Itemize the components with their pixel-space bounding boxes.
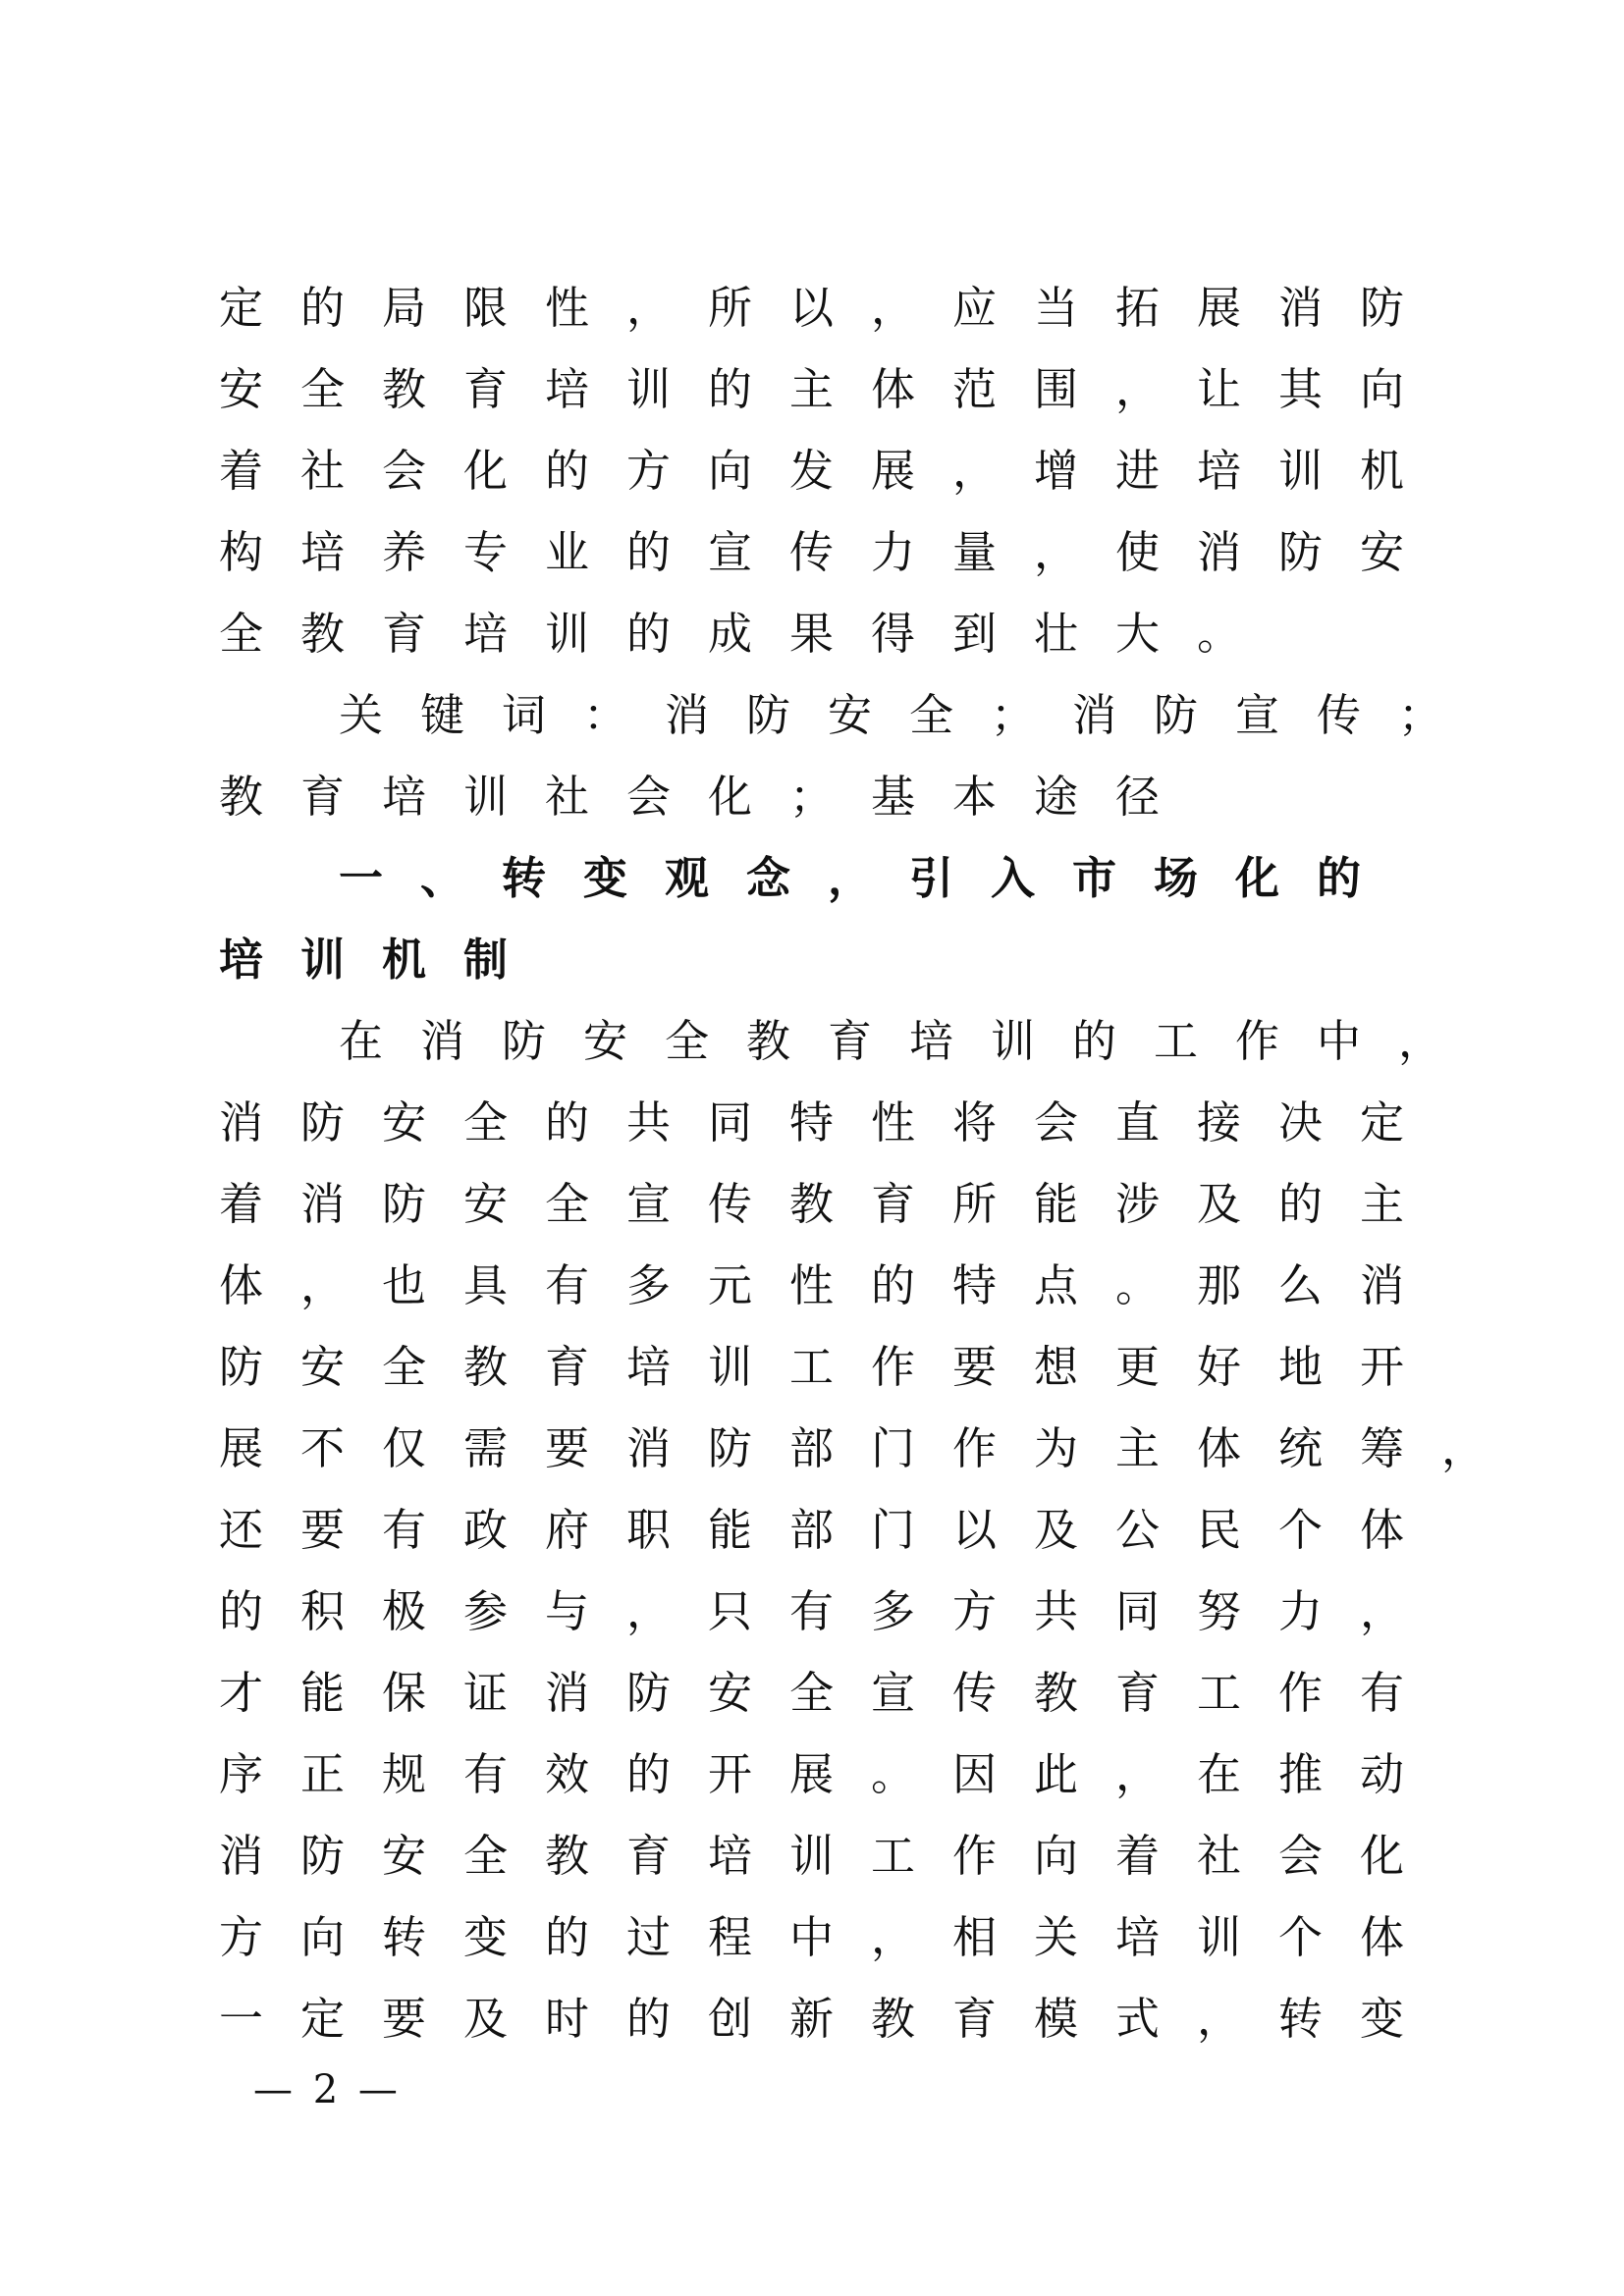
- paragraph-line: 全教育培训的成果得到壮大。: [219, 608, 1279, 660]
- paragraph-line: 在消防安全教育培训的工作中，: [339, 1015, 1481, 1067]
- paragraph-line: 定的局限性，所以，应当拓展消防: [219, 282, 1442, 334]
- section-heading: 一、转变观念，引入市场化的: [339, 852, 1399, 904]
- paragraph-line: 消防安全教育培训工作向着社会化: [219, 1830, 1442, 1882]
- paragraph-line: 着消防安全宣传教育所能涉及的主: [219, 1178, 1442, 1230]
- keywords-line: 关键词：消防安全；消防宣传；: [339, 689, 1481, 741]
- paragraph-line: 的积极参与，只有多方共同努力，: [219, 1585, 1442, 1637]
- paragraph-line: 序正规有效的开展。因此，在推动: [219, 1748, 1442, 1800]
- keywords-line: 教育培训社会化；基本途径: [219, 771, 1198, 823]
- paragraph-line: 构培养专业的宣传力量，使消防安: [219, 526, 1442, 578]
- section-heading: 培训机制: [219, 934, 546, 986]
- paragraph-line: 着社会化的方向发展，增进培训机: [219, 445, 1442, 497]
- paragraph-line: 防安全教育培训工作要想更好地开: [219, 1341, 1442, 1393]
- paragraph-line: 消防安全的共同特性将会直接决定: [219, 1096, 1442, 1148]
- paragraph-line: 方向转变的过程中，相关培训个体: [219, 1911, 1442, 1963]
- paragraph-line: 一定要及时的创新教育模式，转变: [219, 1993, 1442, 2045]
- paragraph-line: 展不仅需要消防部门作为主体统筹，: [219, 1422, 1524, 1474]
- paragraph-line: 还要有政府职能部门以及公民个体: [219, 1504, 1442, 1556]
- paragraph-line: 体，也具有多元性的特点。那么消: [219, 1259, 1442, 1311]
- paragraph-line: 安全教育培训的主体范围，让其向: [219, 363, 1442, 415]
- paragraph-line: 才能保证消防安全宣传教育工作有: [219, 1667, 1442, 1719]
- page-number: — 2 —: [253, 2067, 402, 2112]
